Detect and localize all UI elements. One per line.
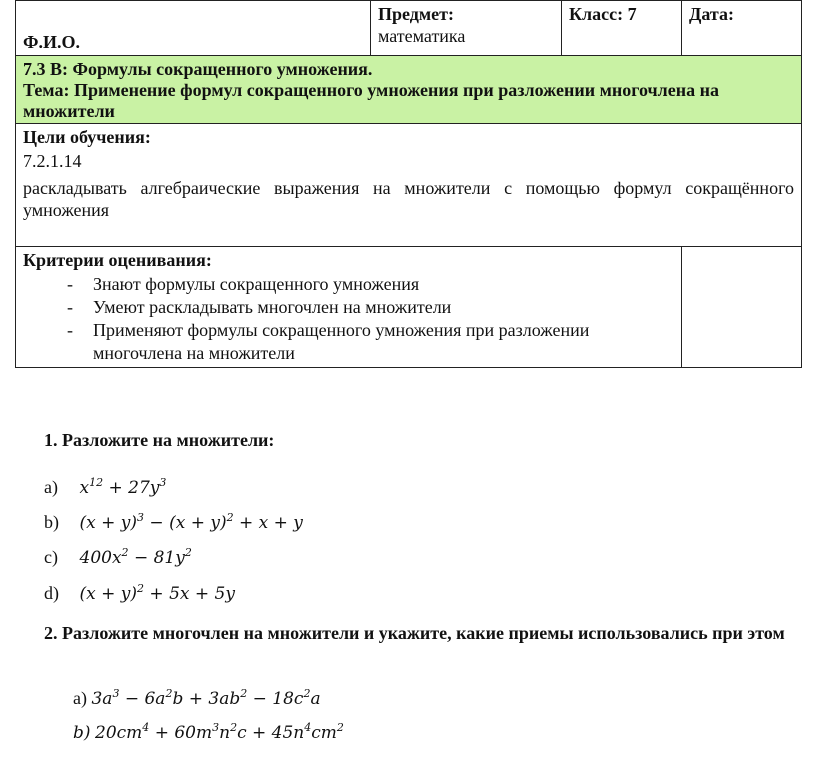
lesson-header-table [15,0,802,368]
item-expression: $(x + y)^2 + 5x + 5y$ [79,582,235,604]
task1-item-d [44,583,235,604]
task2-item-a [73,688,321,709]
item-expression: $20cm^4 + 60m^3n^2c + 45n^4cm^2$ [95,721,344,743]
goals-text: раскладывать алгебраические выражения на множители с помощью формул сокращённого умножения [23,178,794,220]
subject-label: Предмет: [378,4,454,24]
class-label: Класс: 7 [562,1,682,56]
task2-item-b [73,722,344,743]
topic-line1: 7.3 В: Формулы сокращенного умножения. [23,59,373,79]
fio-label: Ф.И.О. [16,1,371,56]
criteria-item: - Умеют раскладывать многочлен на множители [67,297,452,317]
goals-cell [16,124,802,247]
item-label: a) [73,688,87,708]
date-label: Дата: [682,1,802,56]
topic-line2: Тема: Применение формул сокращенного умножения при разложении многочлена на множители [23,80,719,121]
item-label: c) [44,547,58,567]
item-label: d) [44,583,59,603]
subject-cell [371,1,562,56]
item-expression: $(x + y)^3 - (x + y)^2 + x + y$ [79,511,303,533]
criteria-cell [16,247,682,368]
task1-item-b [44,512,303,533]
task1-item-c [44,547,192,568]
criteria-list [23,273,674,365]
task1-item-a [44,477,166,498]
goals-title: Цели обучения: [23,127,151,147]
task2-title: 2. Разложите многочлен на множители и укажите, какие приемы использовались при этом [44,623,785,643]
item-expression: $3a^3 - 6a^2b + 3ab^2 - 18c^2a$ [91,687,321,709]
item-label: b) [44,512,59,532]
item-expression: $400x^2 - 81y^2$ [79,546,192,568]
criteria-title: Критерии оценивания: [23,250,212,270]
task1-title: 1. Разложите на множители: [44,430,275,450]
criteria-item: - Знают формулы сокращенного умножения [67,274,420,294]
subject-value: математика [378,26,466,46]
criteria-item: - Применяют формулы сокращенного умножения при разложении многочлена на множители [67,320,590,363]
item-label: b) [73,723,91,743]
topic-cell [16,56,802,124]
goals-code: 7.2.1.14 [23,151,82,171]
criteria-empty-cell [682,247,802,368]
item-label: a) [44,477,58,497]
item-expression: $x^{12} + 27y^3$ [79,476,167,498]
